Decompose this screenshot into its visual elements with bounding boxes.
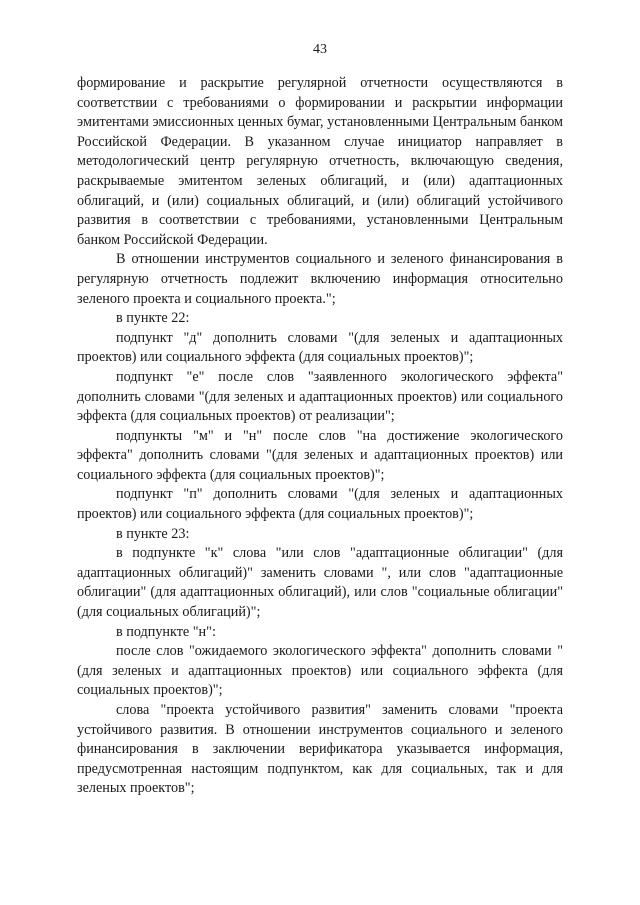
- paragraph-sustainable-development: слова "проекта устойчивого развития" заменить словами "проекта устойчивого развития. В отношении инструментов социального и зеленого финансирования в заключении верификатора указывается информация, предусмотренная настоящим подпунктом, как для социальных, так и для зеленых проектов";: [77, 702, 563, 797]
- paragraph-subpoint-n-header: в подпункте "н":: [116, 623, 216, 640]
- paragraph-subpoint-p: подпункт "п" дополнить словами "(для зеленых и адаптационных проектов) или социального эффекта (для социальных проектов)";: [77, 486, 563, 523]
- document-body: [77, 74, 563, 799]
- paragraph-green-social-reporting: В отношении инструментов социального и зеленого финансирования в регулярную отчетность подлежит включению информация относительно зеленого проекта и социального проекта.";: [77, 251, 563, 307]
- paragraph-subpoint-d: подпункт "д" дополнить словами "(для зеленых и адаптационных проектов) или социального эффекта (для социальных проектов)";: [77, 329, 563, 366]
- paragraph-continuation: формирование и раскрытие регулярной отчетности осуществляются в соответствии с требованиями о формировании и раскрытии информации эмитентами эмиссионных ценных бумаг, установленными Центральным банком Российской Федерации. В указанном случае инициатор направляет в методологический центр регулярную отчетность, включающую сведения, раскрываемые эмитентом зеленых облигаций, и (или) адаптационных облигаций, и (или) социальных облигаций, и (или) облигаций устойчивого развития в соответствии с требованиями, установленными Центральным банком Российской Федерации.: [77, 75, 563, 248]
- paragraph-point-23-header: в пункте 23:: [116, 525, 190, 542]
- paragraph-subpoint-e: подпункт "е" после слов "заявленного экологического эффекта" дополнить словами "(для зеленых и адаптационных проектов) или социального эффекта (для социальных проектов) от реализации";: [77, 368, 563, 425]
- paragraph-ecological-effect: после слов "ожидаемого экологического эффекта" дополнить словами "(для зеленых и адаптационных проектов) или социального эффекта (для социальных проектов)";: [77, 643, 563, 699]
- paragraph-point-22-header: в пункте 22:: [116, 310, 190, 327]
- paragraph-subpoints-m-n: подпункты "м" и "н" после слов "на достижение экологического эффекта" дополнить словами "(для зеленых и адаптационных проектов) или социального эффекта (для социальных проектов)";: [77, 427, 563, 483]
- paragraph-subpoint-k: в подпункте "к" слова "или слов "адаптационные облигации" (для адаптационных облигаций)" заменить словами ", или слов "адаптационные облигации" (для адаптационных облигаций), или слов "социальные облигации" (для социальных облигаций)";: [77, 545, 563, 621]
- page-number: 43: [313, 42, 327, 57]
